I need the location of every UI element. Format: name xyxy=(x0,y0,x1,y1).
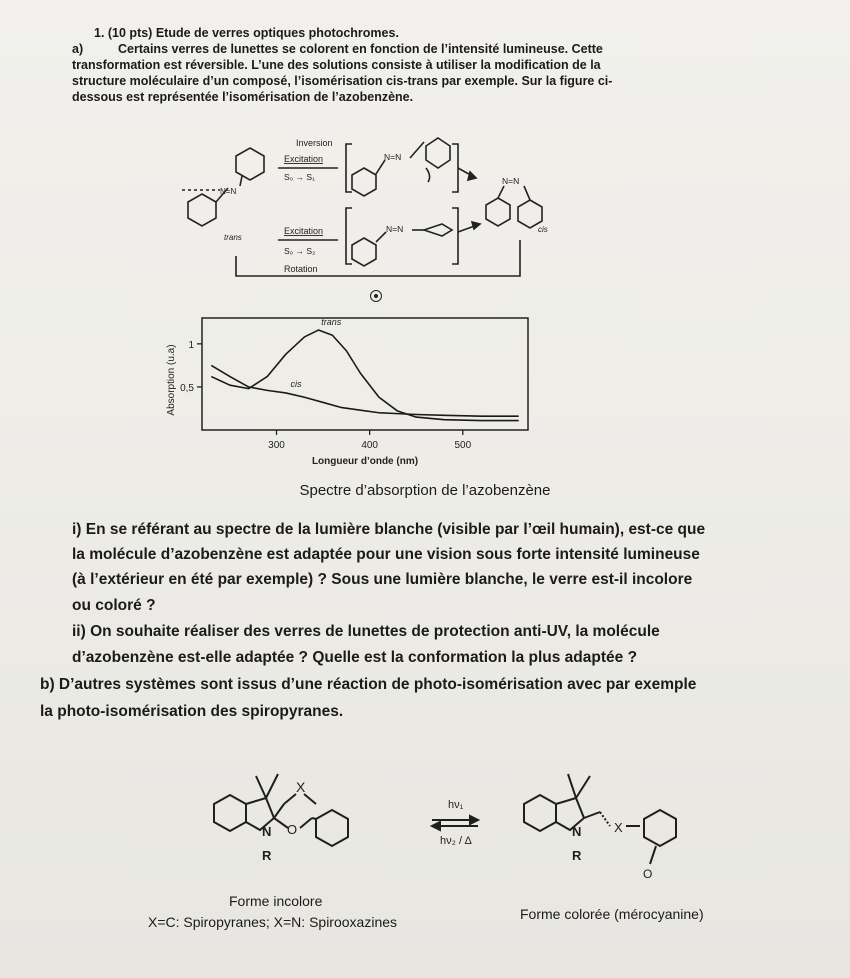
spiropyran-scheme xyxy=(200,760,720,890)
question-i-line-3: (à l’extérieur en été par exemple) ? Sous une lumière blanche, le verre est-il incolore xyxy=(72,571,693,588)
excitation-top-label: Excitation xyxy=(284,154,324,164)
exercise-title: 1. (10 pts) Etude de verres optiques photochromes. xyxy=(94,26,399,40)
x-tick-label: 500 xyxy=(454,440,472,451)
benzene-ring-left xyxy=(214,795,246,831)
azo-top-label: N=N xyxy=(384,152,402,162)
question-ii-line-1: ii) On souhaite réaliser des verres de lunettes de protection anti-UV, la molécule xyxy=(72,623,660,640)
excitation-bottom-label: Excitation xyxy=(284,226,324,236)
question-i-line-1: i) En se référant au spectre de la lumière blanche (visible par l’œil humain), est-ce que xyxy=(72,521,706,538)
part-a-line-3: structure moléculaire d’un composé, l’isomérisation cis-trans par exemple. Sur la figure ci- xyxy=(72,74,613,88)
benzene-ring-trans-left xyxy=(188,194,216,226)
marker-circle xyxy=(370,290,382,302)
right-form-label: Forme colorée (mérocyanine) xyxy=(520,906,704,922)
series-label-trans: trans xyxy=(321,316,342,327)
transition-top-label: S₀ → S₁ xyxy=(284,172,315,182)
inversion-label: Inversion xyxy=(296,138,333,148)
left-form-label: Forme incolore xyxy=(229,893,323,909)
atom-r-left: R xyxy=(262,848,272,863)
atom-o-right: O xyxy=(643,867,653,881)
part-a-line-4: dessous est représentée l’isomérisation de l’azobenzène. xyxy=(72,90,414,104)
y-tick-label: 0,5 xyxy=(180,382,194,394)
azobenzene-scheme xyxy=(180,128,560,288)
series-label-cis: cis xyxy=(290,378,302,389)
left-form-subtitle: X=C: Spiropyranes; X=N: Spirooxazines xyxy=(148,914,398,930)
cis-label: cis xyxy=(538,225,548,234)
series-line-cis xyxy=(211,365,518,416)
x-tick-label: 300 xyxy=(268,440,285,451)
transition-bottom-label: S₀ → S₂ xyxy=(284,246,316,256)
atom-o-left: O xyxy=(287,822,298,837)
part-a-line-1: Certains verres de lunettes se colorent en fonction de l’intensité lumineuse. Cette xyxy=(118,42,603,56)
azo-left-label: N=N xyxy=(220,187,237,196)
y-axis-label: Absorption (u.a) xyxy=(166,344,177,416)
part-a-line-2: transformation est réversible. L’une des solutions consiste à utiliser la modification de la xyxy=(72,58,601,72)
atom-n-right: N xyxy=(572,824,582,839)
atom-r-right: R xyxy=(572,848,582,863)
part-b-line-1: b) D’autres systèmes sont issus d’une réaction de photo-isomérisation avec par exemple xyxy=(40,676,697,693)
benzene-ring-merocyanine-right xyxy=(644,810,676,846)
benzene-ring-trans-top xyxy=(236,148,264,180)
part-b-line-2: la photo-isomérisation des spiropyranes. xyxy=(40,703,344,720)
azo-mid-label: N=N xyxy=(386,224,404,234)
rotation-label: Rotation xyxy=(284,264,318,274)
x-axis-label: Longueur d’onde (nm) xyxy=(311,456,419,467)
atom-x-right: X xyxy=(614,820,623,835)
x-tick-label: 400 xyxy=(361,440,379,451)
series-line-trans xyxy=(211,330,518,420)
atom-n-left: N xyxy=(262,824,272,839)
azo-right-label: N=N xyxy=(502,176,520,186)
question-i-line-4: ou coloré ? xyxy=(72,597,156,614)
absorption-chart xyxy=(150,308,550,473)
trans-label: trans xyxy=(224,233,242,242)
benzene-ring-merocyanine-left xyxy=(524,795,556,831)
hv2-label: hν₂ / Δ xyxy=(440,835,472,847)
plot-frame xyxy=(202,318,528,430)
part-a-label: a) xyxy=(72,42,84,56)
hv1-label: hν₁ xyxy=(448,799,464,811)
question-ii-line-2: d’azobenzène est-elle adaptée ? Quelle est la conformation la plus adaptée ? xyxy=(72,649,638,666)
y-tick-label: 1 xyxy=(188,339,194,351)
benzene-ring-right xyxy=(316,810,348,846)
atom-x-left: X xyxy=(296,779,306,795)
question-i-line-2: la molécule d’azobenzène est adaptée pour une vision sous forte intensité lumineuse xyxy=(72,546,700,563)
chart-title: Spectre d’absorption de l’azobenzène xyxy=(299,482,551,499)
